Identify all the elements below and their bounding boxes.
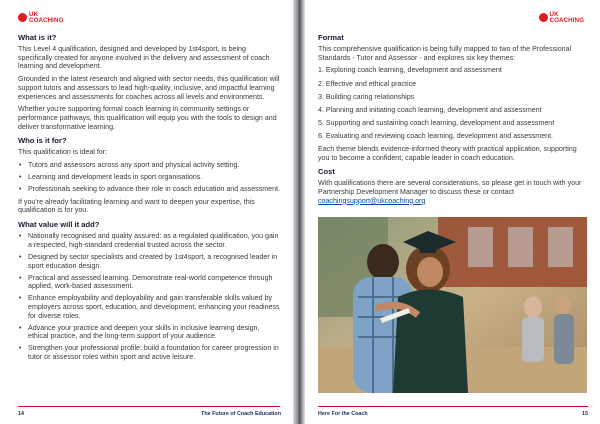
theme-item: 5. Supporting and sustaining coach learning, development and assessment (318, 118, 555, 127)
cost-text: With qualifications there are several considerations, so please get in touch with your Partnership Development Manager to discuss these or contact (318, 179, 582, 197)
paragraph: If you're already facilitating learning and want to deepen your expertise, this qualification is for you. (18, 197, 255, 215)
theme-item: 6. Evaluating and reviewing coach learning, development and assessment. (318, 131, 554, 140)
list-item: • Strengthen your professional profile: build a foundation for career progression in tutor or assessor roles within sport and active leisure. (18, 344, 280, 361)
running-title: The Future of Coach Education (201, 411, 281, 417)
audience-list (18, 161, 280, 194)
right-column (318, 33, 588, 209)
theme-item: 1. Exploring coach learning, development and assessment (318, 66, 502, 75)
uk-coaching-logo (18, 12, 64, 24)
themes-list (318, 66, 588, 140)
list-item: • Designed by sector specialists and created by 1st4sport, a recognised leader in sport education design. (18, 253, 280, 270)
running-title: Here For the Coach (318, 411, 368, 417)
list-item: • Professionals seeking to advance their role in coach education and assessment. (18, 185, 280, 194)
logo-text-line2: COACHING (549, 17, 584, 24)
theme-item: 4. Planning and initiating coach learning, development and assessment (318, 105, 542, 114)
logo-text-line1: UK (29, 11, 39, 18)
uk-coaching-logo (539, 12, 585, 24)
heading-what-value: What value will it add? (18, 220, 100, 230)
paragraph: Whether you're supporting formal coach learning in community settings or performance pathways, this qualification will equip you with the tools to design and deliver transformative learning. (18, 105, 277, 131)
list-item: • Practical and assessed learning. Demonstrate real-world competence through applied, work-based assessment. (18, 274, 280, 291)
logo-text-line2: COACHING (29, 17, 64, 24)
footer-divider (18, 406, 280, 407)
list-item: • Nationally recognised and quality assured: as a regulated qualification, you gain a respected, high-standard credential trusted across the sector. (18, 232, 280, 249)
paragraph: This qualification is ideal for: (18, 148, 108, 157)
theme-item: 3. Building caring relationships (318, 92, 415, 101)
paragraph: Each theme blends evidence-informed theory with practical application, supporting you to become a confident, capable leader in coach education. (318, 144, 577, 162)
left-column (18, 33, 280, 366)
logo-mark-icon (539, 13, 548, 22)
graduation-hug-photo (318, 217, 587, 393)
right-page (305, 0, 600, 424)
paragraph (318, 179, 588, 205)
list-item: • Tutors and assessors across any sport and physical activity setting. (18, 161, 280, 170)
value-list (18, 232, 280, 362)
logo-text-line1: UK (549, 11, 559, 18)
page-number: 15 (582, 411, 588, 417)
heading-who-is-it-for: Who is it for? (18, 136, 67, 146)
paragraph: This Level 4 qualification, designed and developed by 1st4sport, is being specifically created for anyone involved in the delivery and assessment of coach learning and development. (18, 45, 270, 71)
paragraph: This comprehensive qualification is being fully mapped to two of the Professional Standards - Tutor and Assessor - and explores six key themes: (318, 45, 572, 62)
book-gutter (293, 0, 305, 424)
list-item: • Advance your practice and deepen your skills in inclusive learning design, ethical practice, and the long-term support of your audience. (18, 324, 280, 341)
photo-illustration (318, 217, 587, 393)
page-number: 14 (18, 411, 24, 417)
paragraph: Grounded in the latest research and aligned with sector needs, this qualification will support tutors and assessors to lead high-quality, inclusive, and impactful learning experiences and assessments for coaches across all levels and environments. (18, 75, 280, 101)
left-page (0, 0, 293, 424)
logo-mark-icon (18, 13, 27, 22)
heading-format: Format (318, 33, 344, 42)
list-item: • Enhance employability and deployability and gain transferable skills valued by employers across sport, education, and development, enhancing your readiness for diverse roles. (18, 294, 280, 320)
heading-cost: Cost (318, 167, 335, 177)
list-item: • Learning and development leads in sport organisations. (18, 173, 280, 182)
heading-what-is-it: What is it? (18, 33, 57, 42)
email-link[interactable]: coachingsupport@ukcoaching.org (318, 196, 426, 205)
theme-item: 2. Effective and ethical practice (318, 79, 417, 88)
footer-divider (318, 406, 588, 407)
